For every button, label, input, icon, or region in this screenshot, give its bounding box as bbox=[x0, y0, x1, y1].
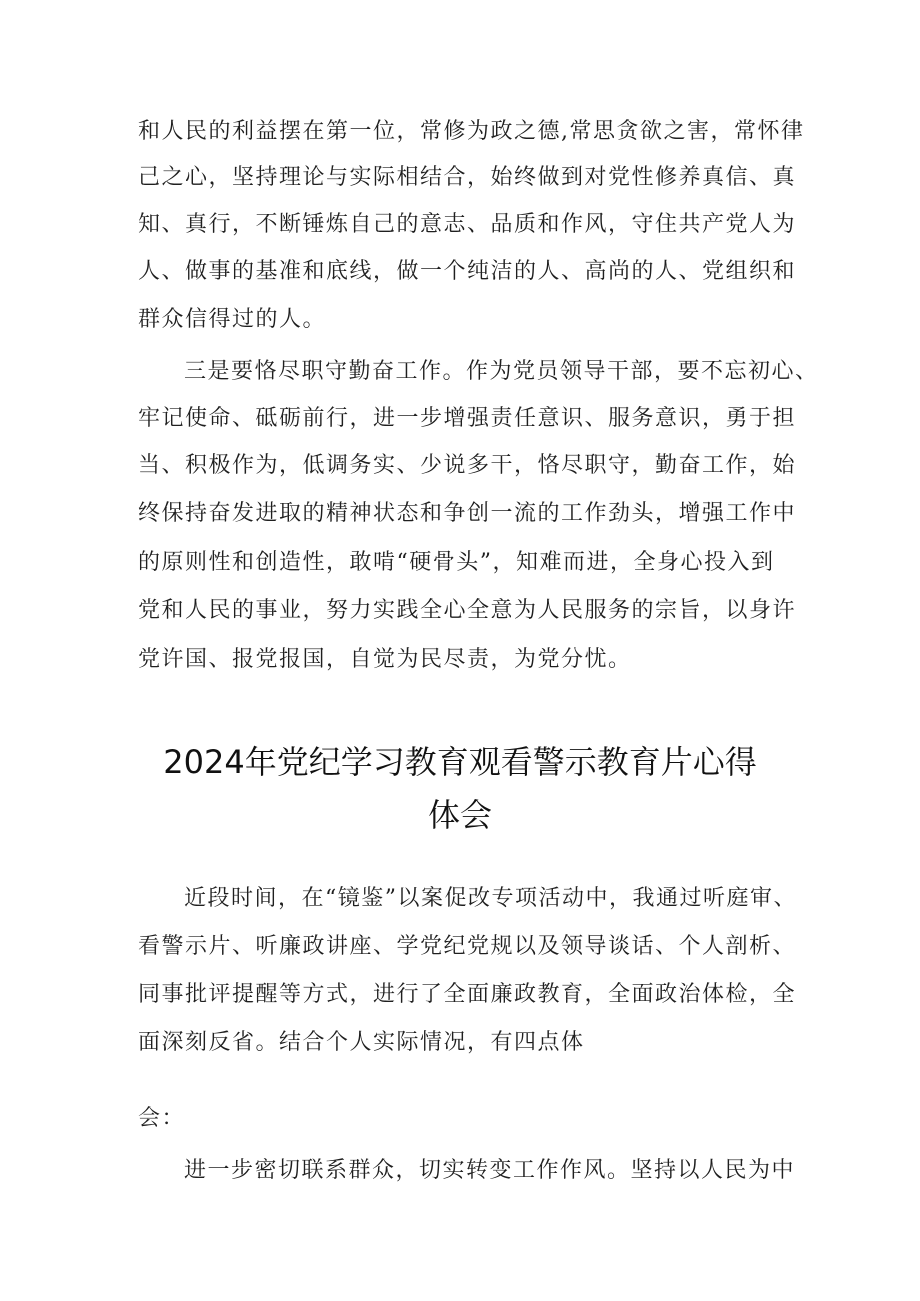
text-line: 三是要恪尽职守勤奋工作。作为党员领导干部，要不忘初心、 bbox=[184, 359, 819, 384]
text-line: 党许国、报党报国，自觉为民尽责，为党分忧。 bbox=[138, 647, 632, 672]
text-line: 党和人民的事业，努力实践全心全意为人民服务的宗旨，以身许 bbox=[138, 598, 797, 623]
text-line: 当、积极作为，低调务实、少说多干，恪尽职守，勤奋工作，始 bbox=[138, 453, 797, 478]
text-line: 看警示片、听廉政讲座、学党纪党规以及领导谈话、个人剖析、 bbox=[138, 934, 797, 959]
title-line-1: 2024年党纪学习教育观看警示教育片心得 bbox=[163, 743, 757, 781]
text-line: 的原则性和创造性，敢啃“硬骨头”，知难而进，全身心投入到 bbox=[138, 550, 775, 575]
text-line: 终保持奋发进取的精神状态和争创一流的工作劲头，增强工作中 bbox=[138, 501, 797, 526]
text-line: 群众信得过的人。 bbox=[138, 307, 327, 332]
text-line: 人、做事的基准和底线，做一个纯洁的人、高尚的人、党组织和 bbox=[138, 259, 797, 284]
text-line: 近段时间，在“镜鉴”以案促改专项活动中，我通过听庭审、 bbox=[184, 886, 797, 911]
text-line: 牢记使命、砥砺前行，进一步增强责任意识、服务意识，勇于担 bbox=[138, 406, 797, 431]
text-line: 会： bbox=[138, 1106, 186, 1131]
text-line: 知、真行，不断锤炼自己的意志、品质和作风，守住共产党人为 bbox=[138, 212, 797, 237]
text-line: 和人民的利益摆在第一位，常修为政之德,常思贪欲之害，常怀律 bbox=[138, 119, 805, 144]
text-line: 同事批评提醒等方式，进行了全面廉政教育，全面政治体检，全 bbox=[138, 982, 797, 1007]
text-line: 面深刻反省。结合个人实际情况，有四点体 bbox=[138, 1030, 585, 1055]
title-line-2: 体会 bbox=[427, 796, 492, 834]
text-line: 进一步密切联系群众，切实转变工作作风。坚持以人民为中 bbox=[184, 1158, 796, 1183]
text-line: 己之心，坚持理论与实际相结合，始终做到对党性修养真信、真 bbox=[138, 165, 797, 190]
